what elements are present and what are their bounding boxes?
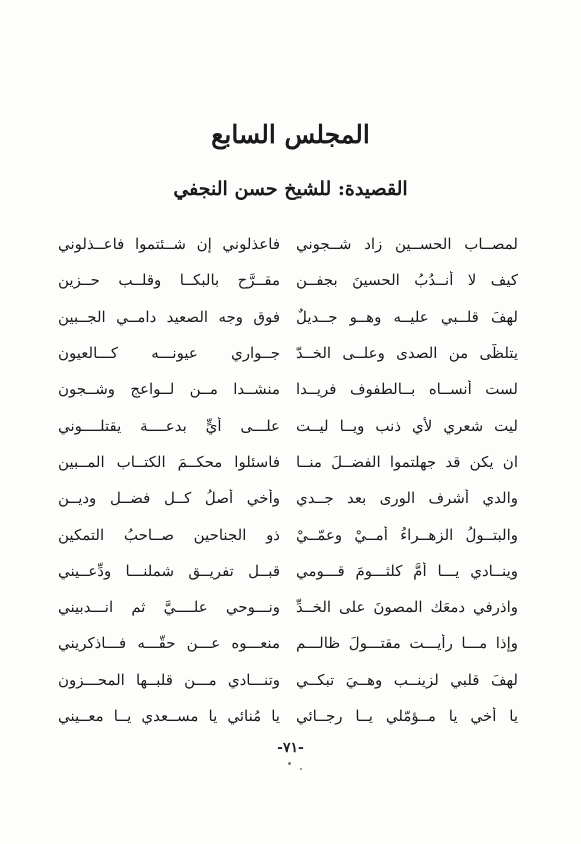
- verse-first-hemistich: والدي أشرف الورى بعد جــدي: [296, 489, 518, 508]
- verse-first-hemistich: كيف لا أنــدُبُ الحسينَ بجفــن: [296, 271, 518, 290]
- verse-second-hemistich: فاسئلوا محكــمَ الكتــاب المــبين: [58, 452, 280, 471]
- verse-second-hemistich: مقــرَّح بالبكــا وقلــب حــزين: [58, 271, 280, 290]
- poem-verse: [58, 480, 518, 516]
- verse-second-hemistich: وأخي أصلُ كــلِ فضــلٍ وديــن: [58, 489, 280, 508]
- poem-verse: [58, 335, 518, 371]
- verse-first-hemistich: وإذا مـــا رأيـــت مقتـــولَ ظالـــم: [296, 634, 518, 653]
- poem-verse: [58, 226, 518, 262]
- poem-verse: [58, 553, 518, 589]
- poem-verse: [58, 407, 518, 443]
- chapter-title: المجلس السابع: [211, 120, 370, 149]
- verse-second-hemistich: فاعذلوني إن شــئتموا فاعــذلوني: [58, 235, 280, 254]
- verse-first-hemistich: يا أخي يا مــؤمّلي يــا رجــائي: [296, 707, 518, 725]
- poem-verse: [58, 262, 518, 298]
- verse-second-hemistich: ونـــوحي علــــيَّ ثم انـــدبيني: [58, 598, 280, 617]
- verse-first-hemistich: لست أنســاه بــالطفوف فريــدا: [296, 380, 518, 399]
- verse-first-hemistich: وينــادي يـــا أمَّ كلثـــومَ قـــومي: [296, 561, 518, 580]
- verse-first-hemistich: لمصــاب الحســين زاد شــجوني: [296, 235, 518, 254]
- verse-second-hemistich: قبــل تفريــق شملنـــا ودِّعــيني: [58, 561, 280, 580]
- verse-first-hemistich: يتلظّى من الصدى وعلــى الخــدّ: [296, 344, 518, 363]
- verse-first-hemistich: والبتــولُ الزهــراءُ أمــيْ وعمّــيْ: [296, 525, 518, 544]
- poem-verse: [58, 698, 518, 734]
- poem-verse: [58, 299, 518, 335]
- verse-second-hemistich: يا مُنائي يا مســعدي يــا معــيني: [58, 707, 280, 725]
- verse-second-hemistich: وتنـــادي مـــن قلبــها المحـــزون: [58, 670, 280, 689]
- verse-first-hemistich: واذرفي دمعَك المصونَ على الخــدِّ: [296, 598, 518, 617]
- verse-first-hemistich: ليت شعري لأي ذنب ويــا ليــت: [296, 416, 518, 435]
- print-speck: [288, 762, 291, 765]
- poem-verse: [58, 662, 518, 698]
- verse-second-hemistich: جــواري عيونـــه كـــالعيون: [58, 344, 280, 363]
- poem-verses: [58, 226, 518, 734]
- verse-second-hemistich: علـــى أيٍّ بدعــــة يقتلــــوني: [58, 416, 280, 435]
- verse-second-hemistich: منعـــوه عـــن حقّـــه فـــاذكريني: [58, 634, 280, 653]
- poem-verse: [58, 444, 518, 480]
- verse-first-hemistich: لهفَ قلــبي عليــه وهــو جــديلٌ: [296, 307, 518, 326]
- print-speck: [300, 768, 302, 770]
- verse-second-hemistich: ذو الجناحين صــاحبُ التمكين: [58, 525, 280, 544]
- verse-second-hemistich: منشــدا مــن لــواعج وشــجون: [58, 380, 280, 399]
- poem-verse: [58, 589, 518, 625]
- poem-verse: [58, 371, 518, 407]
- page-number: -٧١-: [277, 740, 304, 756]
- poem-verse: [58, 625, 518, 661]
- poem-verse: [58, 516, 518, 552]
- poem-subtitle: القصيدة: للشيخ حسن النجفي: [173, 178, 408, 200]
- verse-second-hemistich: فوق وجه الصعيد دامــي الجــبين: [58, 307, 280, 326]
- verse-first-hemistich: لهفَ قلبي لزينــب وهــيَ تبكــي: [296, 670, 518, 689]
- verse-first-hemistich: ان يكن قد جهلتموا الفضــلَ منــا: [296, 452, 518, 471]
